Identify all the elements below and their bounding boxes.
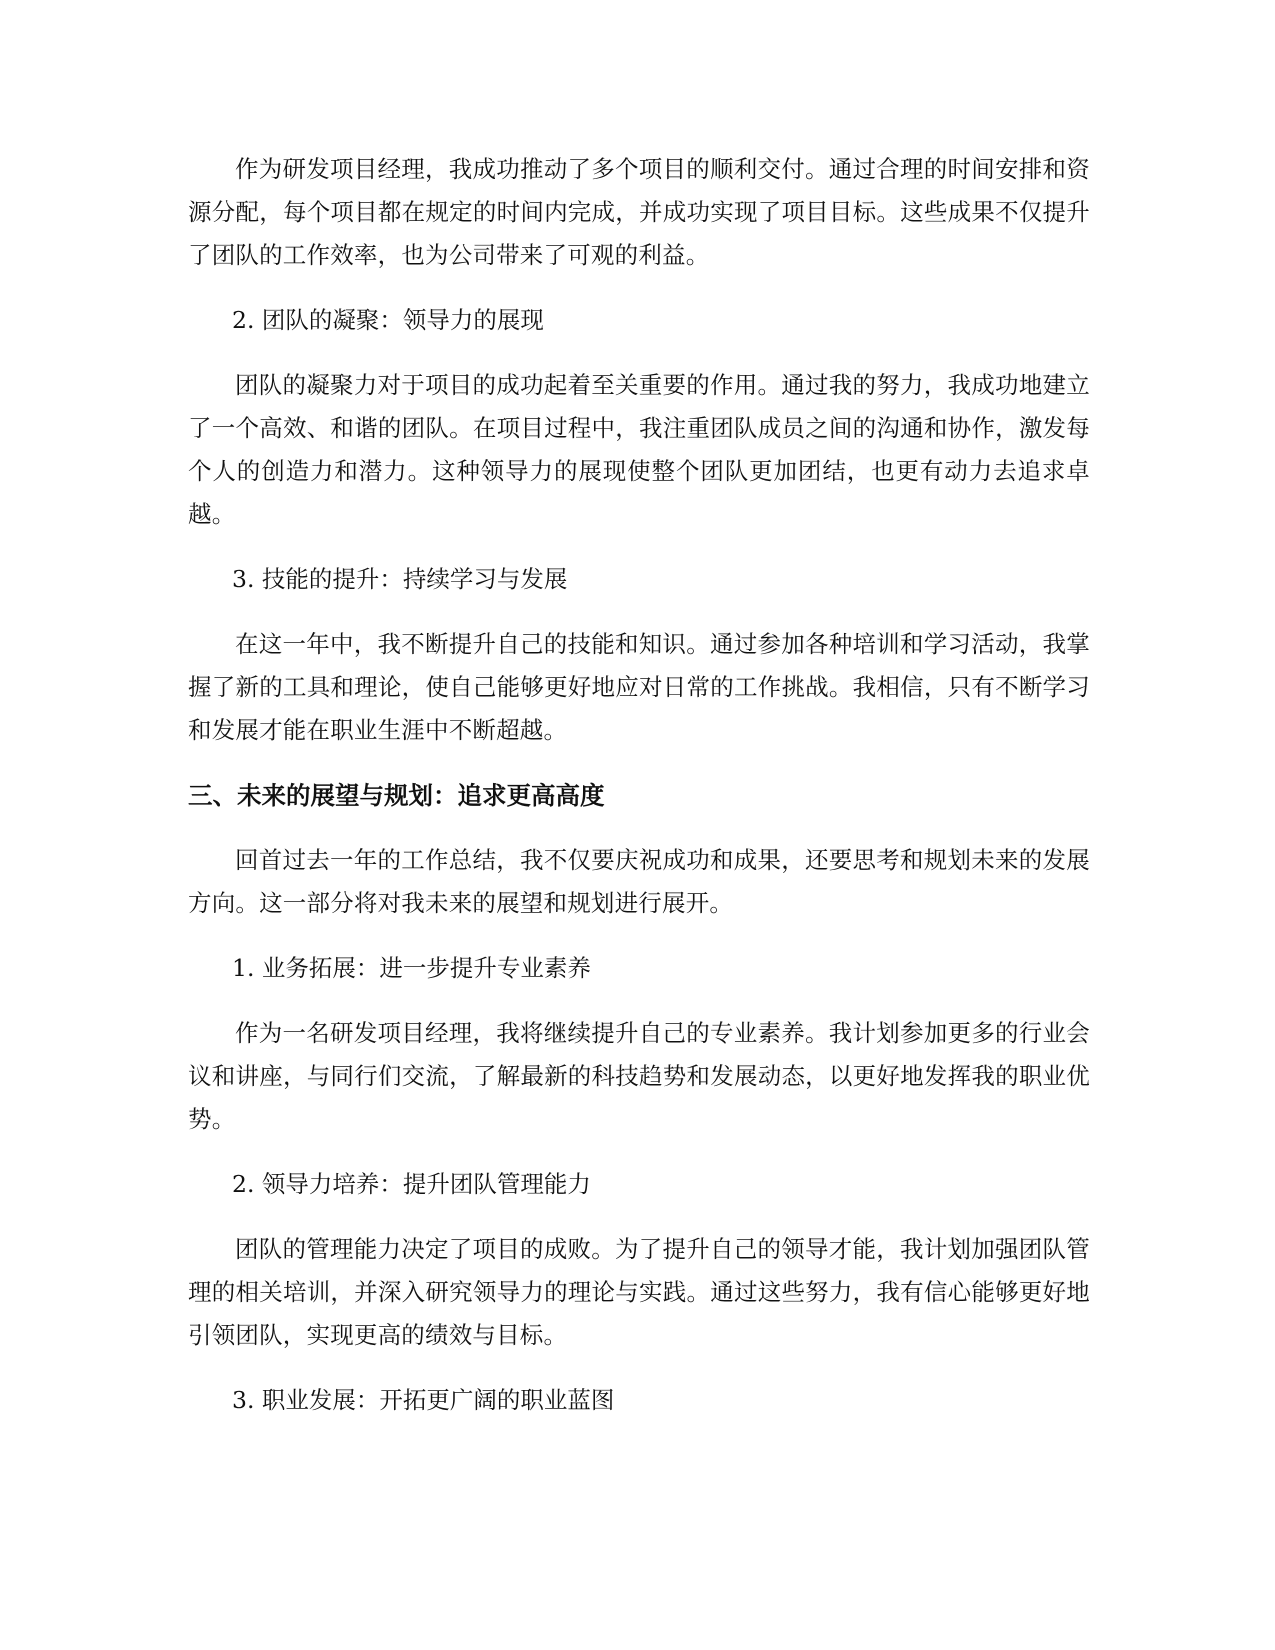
list-item-career-development: 3. 职业发展：开拓更广阔的职业蓝图 [232,1386,615,1414]
list-item-skill-improvement: 3. 技能的提升：持续学习与发展 [232,565,568,593]
section-heading-future-plans: 三、未来的展望与规划：追求更高高度 [188,781,605,810]
list-item-business-expansion: 1. 业务拓展：进一步提升专业素养 [232,954,591,982]
paragraph-skill-improvement: 在这一年中，我不断提升自己的技能和知识。通过参加各种培训和学习活动，我掌握了新的工具和理论，使自己能够更好地应对日常的工作挑战。我相信，只有不断学习和发展才能在职业生涯中不断超越。 [188,630,1090,744]
list-item-leadership-development: 2. 领导力培养：提升团队管理能力 [232,1170,591,1198]
paragraph-future-intro: 回首过去一年的工作总结，我不仅要庆祝成功和成果，还要思考和规划未来的发展方向。这一部分将对我未来的展望和规划进行展开。 [188,846,1090,917]
paragraph-team-cohesion: 团队的凝聚力对于项目的成功起着至关重要的作用。通过我的努力，我成功地建立了一个高效、和谐的团队。在项目过程中，我注重团队成员之间的沟通和协作，激发每个人的创造力和潜力。这种领导力的展现使整个团队更加团结，也更有动力去追求卓越。 [188,371,1090,528]
paragraph-leadership-development: 团队的管理能力决定了项目的成败。为了提升自己的领导才能，我计划加强团队管理的相关培训，并深入研究领导力的理论与实践。通过这些努力，我有信心能够更好地引领团队，实现更高的绩效与目标。 [188,1235,1090,1349]
document-body [188,148,1090,1422]
paragraph-project-delivery: 作为研发项目经理，我成功推动了多个项目的顺利交付。通过合理的时间安排和资源分配，每个项目都在规定的时间内完成，并成功实现了项目目标。这些成果不仅提升了团队的工作效率，也为公司带来了可观的利益。 [188,155,1090,269]
list-item-team-cohesion: 2. 团队的凝聚：领导力的展现 [232,306,544,334]
paragraph-business-expansion: 作为一名研发项目经理，我将继续提升自己的专业素养。我计划参加更多的行业会议和讲座，与同行们交流，了解最新的科技趋势和发展动态，以更好地发挥我的职业优势。 [188,1019,1090,1133]
